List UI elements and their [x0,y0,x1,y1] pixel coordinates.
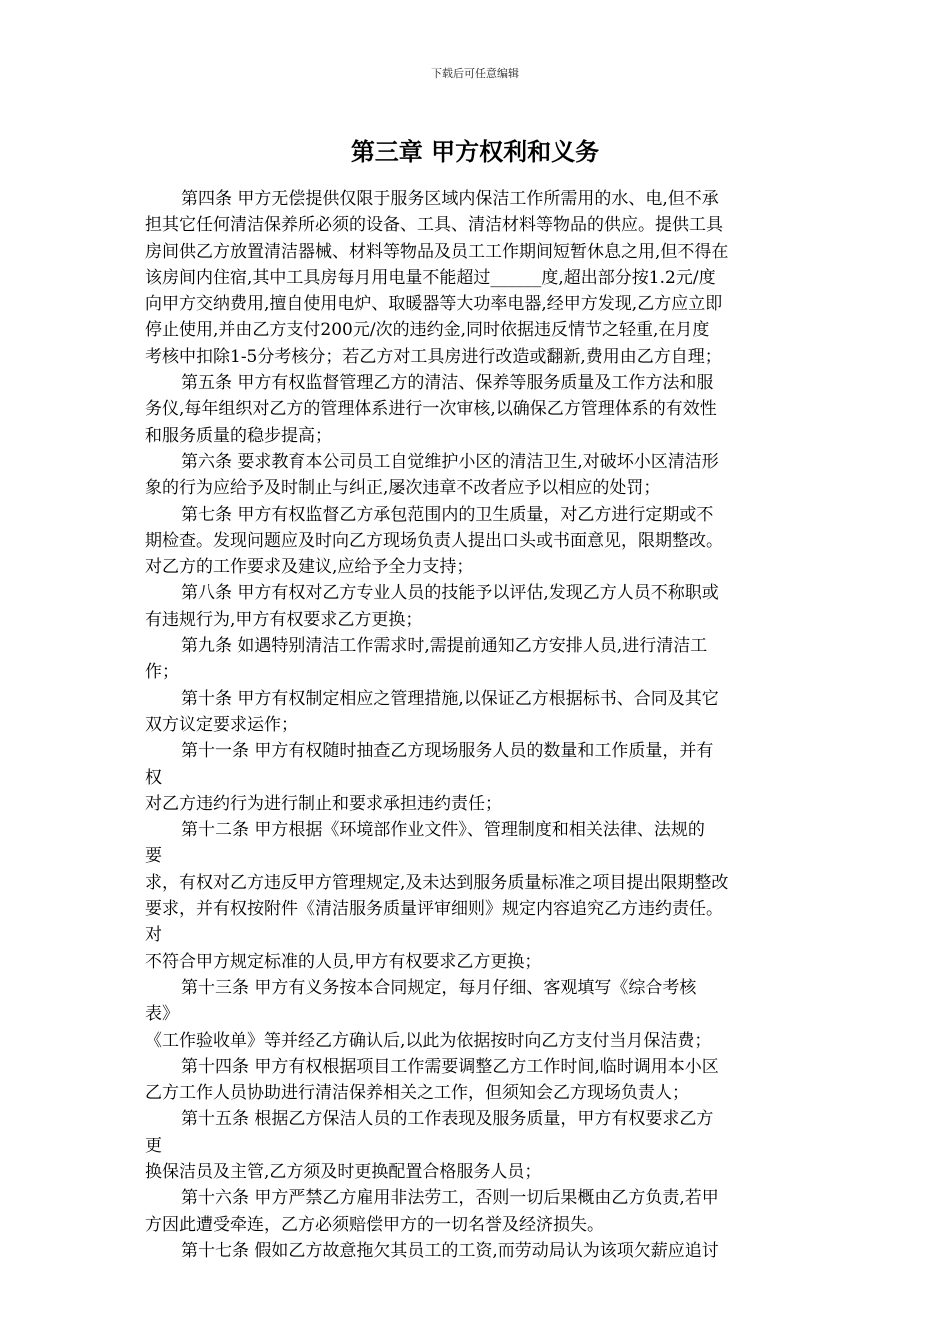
text-line: 不符合甲方规定标准的人员,甲方有权要求乙方更换； [145,951,542,972]
text-line: 第九条 如遇特别清洁工作需求时,需提前通知乙方安排人员,进行清洁工 [181,636,708,657]
text-line: 第十五条 根据乙方保洁人员的工作表现及服务质量，甲方有权要求乙方 [181,1109,714,1130]
chapter-title: 第三章 甲方权利和义务 [350,137,600,166]
text-line: 要求，并有权按附件《清洁服务质量评审细则》规定内容追究乙方违约责任。 [145,899,723,920]
document-body [145,186,815,1264]
text-line: 第十条 甲方有权制定相应之管理措施,以保证乙方根据标书、合同及其它 [181,688,719,709]
text-line: 第六条 要求教育本公司员工自觉维护小区的清洁卫生,对破坏小区清洁形 [181,451,719,472]
header-note: 下载后可任意编辑 [431,67,519,80]
text-line: 乙方工作人员协助进行清洁保养相关之工作，但须知会乙方现场负责人； [145,1083,689,1104]
text-line: 换保洁员及主管,乙方须及时更换配置合格服务人员； [145,1161,542,1182]
text-line: 担其它任何清洁保养所必须的设备、工具、清洁材料等物品的供应。提供工具 [145,215,723,236]
text-line: 有违规行为,甲方有权要求乙方更换； [145,609,423,630]
text-line: 更 [145,1135,162,1156]
text-line: 第七条 甲方有权监督乙方承包范围内的卫生质量，对乙方进行定期或不 [181,504,714,525]
text-line: 权 [145,767,162,788]
text-line: 作； [145,662,179,683]
text-line: 对 [145,925,162,946]
text-line: 方因此遭受牵连，乙方必须赔偿甲方的一切名誉及经济损失。 [145,1214,604,1235]
text-line: 求，有权对乙方违反甲方管理规定,及未达到服务质量标准之项目提出限期整改 [145,872,729,893]
text-line: 第十四条 甲方有权根据项目工作需要调整乙方工作时间,临时调用本小区 [181,1056,719,1077]
text-line: 停止使用,并由乙方支付200元/次的违约金,同时依据违反情节之轻重,在月度 [145,320,710,341]
text-line: 第五条 甲方有权监督管理乙方的清洁、保养等服务质量及工作方法和服 [181,373,714,394]
text-line: 第十一条 甲方有权随时抽查乙方现场服务人员的数量和工作质量，并有 [181,741,714,762]
text-line: 第八条 甲方有权对乙方专业人员的技能予以评估,发现乙方人员不称职或 [181,583,719,604]
text-line: 对乙方违约行为进行制止和要求承担违约责任； [145,793,502,814]
text-line: 务仪,每年组织对乙方的管理体系进行一次审核,以确保乙方管理体系的有效性 [145,399,717,420]
text-line: 双方议定要求运作； [145,714,298,735]
text-line: 第十七条 假如乙方故意拖欠其员工的工资,而劳动局认为该项欠薪应追讨 [181,1240,719,1261]
text-line: 该房间内住宿,其中工具房每月用电量不能超过______度,超出部分按1.2元/度 [145,267,716,288]
text-line: 房间供乙方放置清洁器械、材料等物品及员工工作期间短暂休息之用,但不得在 [145,241,729,262]
text-line: 第十三条 甲方有义务按本合同规定，每月仔细、客观填写《综合考核 [181,977,697,998]
text-line: 考核中扣除1-5分考核分；若乙方对工具房进行改造或翻新,费用由乙方自理； [145,346,722,367]
text-line: 《工作验收单》等并经乙方确认后,以此为依据按时向乙方支付当月保洁费； [145,1030,712,1051]
text-line: 表》 [145,1004,179,1025]
text-line: 向甲方交纳费用,擅自使用电炉、取暖器等大功率电器,经甲方发现,乙方应立即 [145,294,723,315]
text-line: 象的行为应给予及时制止与纠正,屡次违章不改者应予以相应的处罚； [145,478,661,499]
text-line: 对乙方的工作要求及建议,应给予全力支持； [145,557,474,578]
text-line: 要 [145,846,162,867]
text-line: 第十六条 甲方严禁乙方雇用非法劳工，否则一切后果概由乙方负责,若甲 [181,1188,719,1209]
text-line: 第四条 甲方无偿提供仅限于服务区域内保洁工作所需用的水、电,但不承 [181,189,719,209]
text-line: 第十二条 甲方根据《环境部作业文件》、管理制度和相关法律、法规的 [181,820,705,841]
text-line: 期检查。发现问题应及时向乙方现场负责人提出口头或书面意见，限期整改。 [145,530,723,551]
text-line: 和服务质量的稳步提高； [145,425,332,446]
